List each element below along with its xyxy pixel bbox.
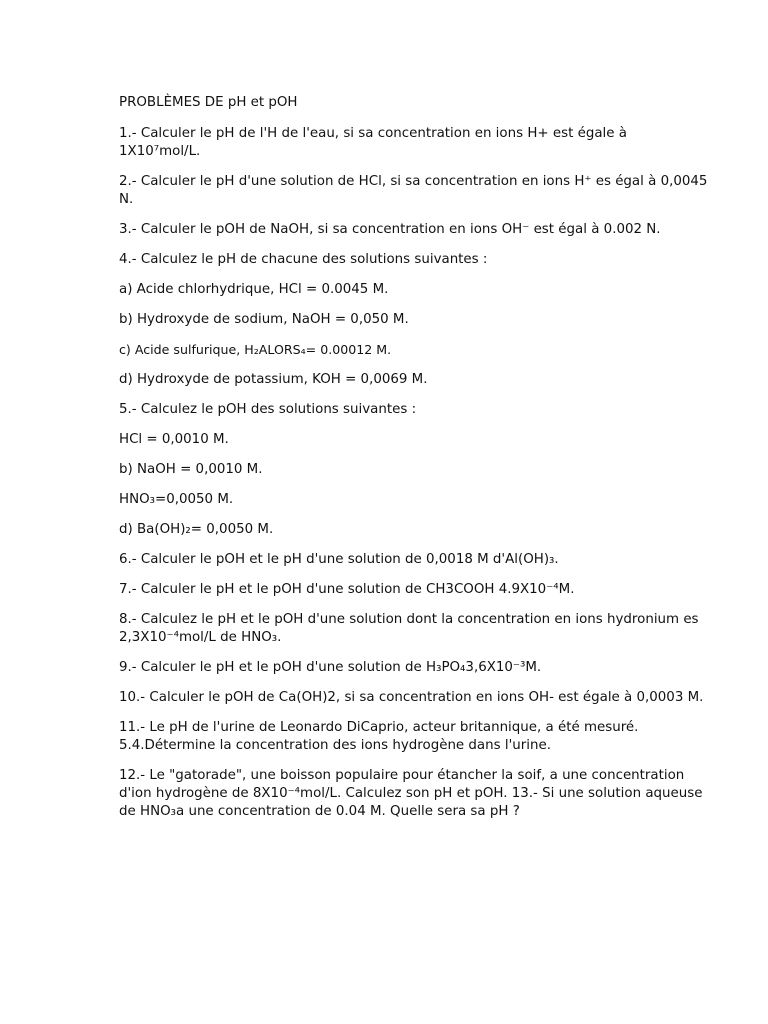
problem-4b: b) Hydroxyde de sodium, NaOH = 0,050 M. (119, 312, 409, 327)
problem-3: 3.- Calculer le pOH de NaOH, si sa concentration en ions OH⁻ est égal à 0.002 N. (119, 222, 661, 237)
problem-4a: a) Acide chlorhydrique, HCl = 0.0045 M. (119, 282, 389, 297)
document-title: PROBLÈMES DE pH et pOH (119, 95, 298, 110)
problem-2: 2.- Calculer le pH d'une solution de HCl, si sa concentration en ions H⁺ es égal à 0,0045 N. (119, 174, 708, 207)
document-page (119, 94, 709, 833)
problem-9: 9.- Calculer le pH et le pOH d'une solution de H₃PO₄3,6X10⁻³M. (119, 660, 542, 675)
problem-4d: d) Hydroxyde de potassium, KOH = 0,0069 M. (119, 372, 428, 387)
problem-5d: d) Ba(OH)₂= 0,0050 M. (119, 522, 274, 537)
problem-5c: HNO₃=0,0050 M. (119, 492, 234, 507)
problem-11: 11.- Le pH de l'urine de Leonardo DiCaprio, acteur britannique, a été mesuré. 5.4.Détermine la concentration des ions hydrogène dans l'urine. (119, 720, 639, 753)
problem-1: 1.- Calculer le pH de l'H de l'eau, si sa concentration en ions H+ est égale à 1X10⁷mol/L. (119, 126, 627, 159)
problem-12-13: 12.- Le "gatorade", une boisson populaire pour étancher la soif, a une concentration d'ion hydrogène de 8X10⁻⁴mol/L. Calculez son pH et pOH. 13.- Si une solution aqueuse de HNO₃a une concentration de 0.04 M. Quelle sera sa pH ? (119, 768, 703, 819)
problem-7: 7.- Calculer le pH et le pOH d'une solution de CH3COOH 4.9X10⁻⁴M. (119, 582, 575, 597)
problem-8: 8.- Calculez le pH et le pOH d'une solution dont la concentration en ions hydronium es 2,3X10⁻⁴mol/L de HNO₃. (119, 612, 699, 645)
problem-5b: b) NaOH = 0,0010 M. (119, 462, 263, 477)
problem-6: 6.- Calculer le pOH et le pH d'une solution de 0,0018 M d'Al(OH)₃. (119, 552, 559, 567)
problem-4c: c) Acide sulfurique, H₂ALORS₄= 0.00012 M. (119, 342, 392, 357)
problem-4: 4.- Calculez le pH de chacune des solutions suivantes : (119, 252, 488, 267)
problem-5: 5.- Calculez le pOH des solutions suivantes : (119, 402, 417, 417)
problem-5a: HCl = 0,0010 M. (119, 432, 229, 447)
problem-10: 10.- Calculer le pOH de Ca(OH)2, si sa concentration en ions OH- est égale à 0,0003 M. (119, 690, 704, 705)
